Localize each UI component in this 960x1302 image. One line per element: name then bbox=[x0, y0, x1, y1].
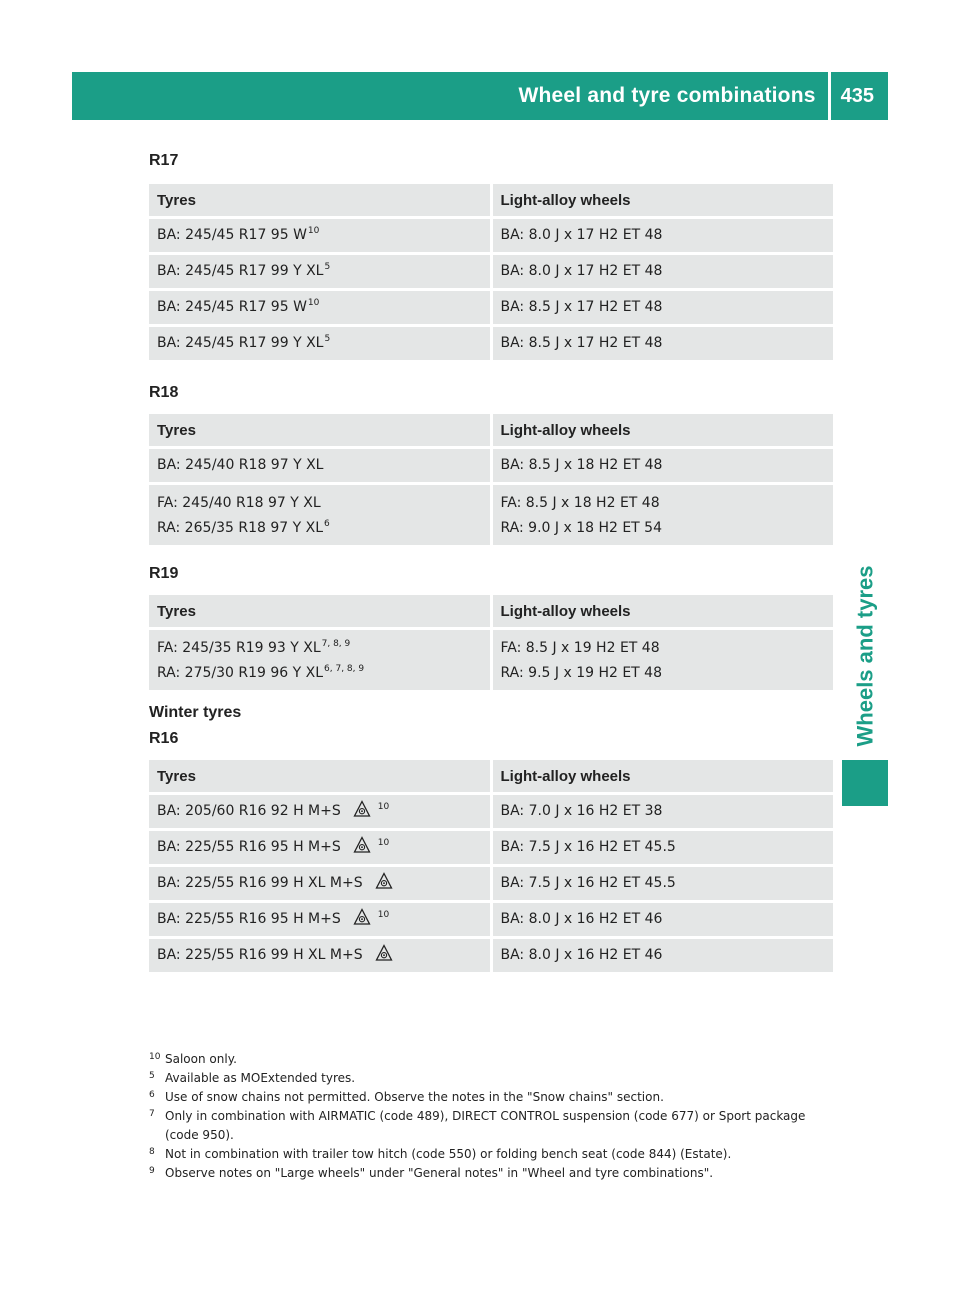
footnote-ref: 10 bbox=[377, 838, 390, 848]
tyre-spec-rear: RA: 275/30 R19 96 Y XL bbox=[157, 665, 324, 681]
side-chapter-marker bbox=[842, 760, 888, 806]
tyre-spec-front: FA: 245/40 R18 97 Y XL bbox=[157, 495, 321, 511]
page-header bbox=[72, 72, 888, 120]
page-number: 435 bbox=[840, 84, 874, 107]
column-header-wheels: Light-alloy wheels bbox=[491, 184, 833, 218]
footnote-number: 9 bbox=[149, 1166, 155, 1176]
footnote bbox=[149, 1088, 839, 1107]
tyre-spec: BA: 225/55 R16 99 H XL M+S bbox=[157, 947, 363, 963]
tyre-cell bbox=[149, 290, 491, 326]
tyre-cell bbox=[149, 218, 491, 254]
tyre-cell bbox=[149, 938, 491, 974]
table-row bbox=[149, 866, 833, 902]
wheel-cell: BA: 8.5 J x 18 H2 ET 48 bbox=[491, 448, 833, 484]
table-header-row bbox=[149, 760, 833, 794]
column-header-tyres: Tyres bbox=[149, 414, 491, 448]
footnote-ref: 5 bbox=[324, 262, 331, 272]
tyre-cell bbox=[149, 629, 491, 692]
tyre-spec: BA: 245/45 R17 99 Y XL bbox=[157, 335, 324, 351]
section-title-winter-tyres: Winter tyres bbox=[149, 704, 242, 721]
footnote bbox=[149, 1164, 839, 1183]
footnote bbox=[149, 1107, 839, 1145]
snow-chain-icon bbox=[353, 908, 371, 926]
table-row bbox=[149, 629, 833, 692]
footnote-number: 8 bbox=[149, 1147, 155, 1157]
table-row bbox=[149, 290, 833, 326]
section-heading-r17: R17 bbox=[149, 152, 179, 169]
tyre-spec: BA: 225/55 R16 99 H XL M+S bbox=[157, 875, 363, 891]
wheel-cell: BA: 8.0 J x 16 H2 ET 46 bbox=[491, 938, 833, 974]
footnote-text: Use of snow chains not permitted. Observe the notes in the "Snow chains" section. bbox=[165, 1090, 664, 1104]
tyre-spec: BA: 245/45 R17 95 W bbox=[157, 299, 307, 315]
tyre-spec: BA: 225/55 R16 95 H M+S bbox=[157, 911, 341, 927]
wheel-cell: BA: 8.0 J x 16 H2 ET 46 bbox=[491, 902, 833, 938]
tyre-cell bbox=[149, 866, 491, 902]
wheel-cell bbox=[491, 484, 833, 547]
table-row bbox=[149, 448, 833, 484]
wheel-cell: BA: 8.0 J x 17 H2 ET 48 bbox=[491, 254, 833, 290]
footnotes bbox=[149, 1050, 839, 1183]
page-title: Wheel and tyre combinations bbox=[518, 84, 816, 107]
wheel-spec-rear: RA: 9.5 J x 19 H2 ET 48 bbox=[500, 665, 662, 681]
table-r17 bbox=[149, 184, 833, 363]
tyre-cell bbox=[149, 830, 491, 866]
table-header-row bbox=[149, 595, 833, 629]
table-row bbox=[149, 902, 833, 938]
wheel-spec-rear: RA: 9.0 J x 18 H2 ET 54 bbox=[500, 520, 662, 536]
footnote-ref: 5 bbox=[324, 334, 331, 344]
tyre-spec-front: FA: 245/35 R19 93 Y XL bbox=[157, 640, 321, 656]
section-heading-r18: R18 bbox=[149, 384, 179, 401]
tyre-spec-front-line bbox=[157, 636, 482, 661]
tyre-spec: BA: 225/55 R16 95 H M+S bbox=[157, 839, 341, 855]
tyre-spec-rear: RA: 265/35 R18 97 Y XL bbox=[157, 520, 324, 536]
wheel-spec-front: FA: 8.5 J x 18 H2 ET 48 bbox=[500, 495, 660, 511]
table-row bbox=[149, 326, 833, 362]
table-r18 bbox=[149, 414, 833, 548]
column-header-wheels: Light-alloy wheels bbox=[491, 760, 833, 794]
section-heading-r16: R16 bbox=[149, 730, 179, 747]
footnote-number: 5 bbox=[149, 1071, 155, 1081]
tyre-spec: BA: 245/45 R17 99 Y XL bbox=[157, 263, 324, 279]
wheel-cell bbox=[491, 629, 833, 692]
snow-chain-icon bbox=[375, 944, 393, 962]
tyre-cell bbox=[149, 484, 491, 547]
snow-chain-icon bbox=[353, 836, 371, 854]
wheel-cell: BA: 7.5 J x 16 H2 ET 45.5 bbox=[491, 866, 833, 902]
wheel-cell: BA: 8.5 J x 17 H2 ET 48 bbox=[491, 290, 833, 326]
tyre-cell bbox=[149, 326, 491, 362]
side-chapter-label: Wheels and tyres bbox=[852, 565, 878, 747]
footnote-number: 6 bbox=[149, 1090, 155, 1100]
tyre-spec-rear-line bbox=[157, 661, 482, 686]
table-header-row bbox=[149, 414, 833, 448]
section-heading-r19: R19 bbox=[149, 565, 179, 582]
column-header-wheels: Light-alloy wheels bbox=[491, 595, 833, 629]
footnote-ref: 10 bbox=[377, 802, 390, 812]
table-row bbox=[149, 254, 833, 290]
footnote-number: 7 bbox=[149, 1109, 155, 1119]
side-chapter-tab bbox=[842, 558, 888, 754]
wheel-cell: BA: 7.5 J x 16 H2 ET 45.5 bbox=[491, 830, 833, 866]
footnote bbox=[149, 1050, 839, 1069]
table-r19 bbox=[149, 595, 833, 693]
tyre-spec: BA: 245/45 R17 95 W bbox=[157, 227, 307, 243]
footnote-ref: 7, 8, 9 bbox=[321, 639, 351, 649]
footnote-ref: 6, 7, 8, 9 bbox=[324, 664, 365, 674]
wheel-cell: BA: 8.0 J x 17 H2 ET 48 bbox=[491, 218, 833, 254]
tyre-cell bbox=[149, 794, 491, 830]
footnote bbox=[149, 1145, 839, 1164]
wheel-cell: BA: 7.0 J x 16 H2 ET 38 bbox=[491, 794, 833, 830]
table-winter-r16 bbox=[149, 760, 833, 975]
tyre-spec-rear-line bbox=[157, 516, 482, 541]
table-header-row bbox=[149, 184, 833, 218]
footnote-ref: 10 bbox=[377, 910, 390, 920]
column-header-tyres: Tyres bbox=[149, 595, 491, 629]
column-header-tyres: Tyres bbox=[149, 760, 491, 794]
footnote-text: Saloon only. bbox=[165, 1052, 237, 1066]
table-row bbox=[149, 218, 833, 254]
footnote-ref: 10 bbox=[307, 226, 320, 236]
table-row bbox=[149, 794, 833, 830]
wheel-spec-front: FA: 8.5 J x 19 H2 ET 48 bbox=[500, 640, 660, 656]
snow-chain-icon bbox=[375, 872, 393, 890]
footnote-text: Only in combination with AIRMATIC (code 489), DIRECT CONTROL suspension (code 677) or Sport package (code 950). bbox=[165, 1109, 806, 1142]
wheel-cell: BA: 8.5 J x 17 H2 ET 48 bbox=[491, 326, 833, 362]
tyre-cell bbox=[149, 902, 491, 938]
footnote-text: Available as MOExtended tyres. bbox=[165, 1071, 356, 1085]
tyre-cell bbox=[149, 254, 491, 290]
footnote bbox=[149, 1069, 839, 1088]
table-row bbox=[149, 830, 833, 866]
tyre-cell: BA: 245/40 R18 97 Y XL bbox=[149, 448, 491, 484]
footnote-text: Not in combination with trailer tow hitch (code 550) or folding bench seat (code 844) (Estate). bbox=[165, 1147, 732, 1161]
column-header-tyres: Tyres bbox=[149, 184, 491, 218]
snow-chain-icon bbox=[353, 800, 371, 818]
footnote-text: Observe notes on "Large wheels" under "General notes" in "Wheel and tyre combinations". bbox=[165, 1166, 714, 1180]
column-header-wheels: Light-alloy wheels bbox=[491, 414, 833, 448]
footnote-ref: 10 bbox=[307, 298, 320, 308]
footnote-ref: 6 bbox=[324, 519, 330, 529]
footnote-number: 10 bbox=[149, 1052, 161, 1062]
tyre-spec: BA: 205/60 R16 92 H M+S bbox=[157, 803, 341, 819]
table-row bbox=[149, 938, 833, 974]
table-row bbox=[149, 484, 833, 547]
